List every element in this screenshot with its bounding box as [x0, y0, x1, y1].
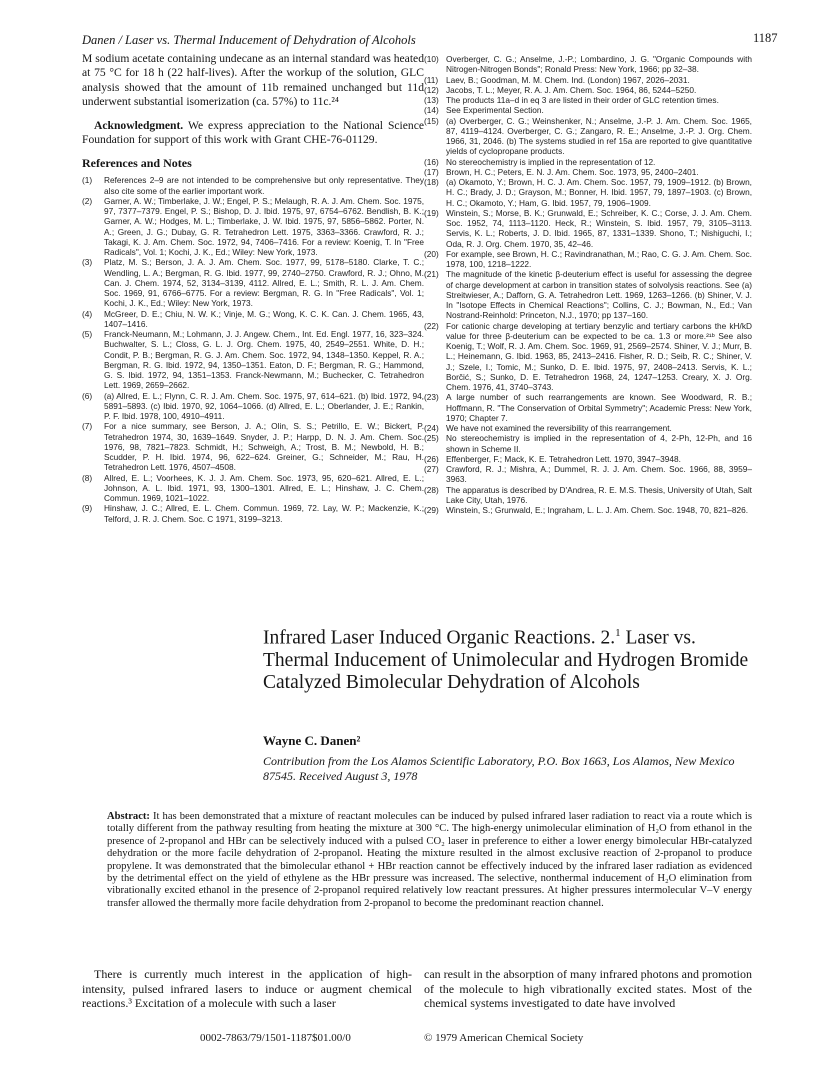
reference-text: Laev, B.; Goodman, M. M. Chem. Ind. (London) 1967, 2026–2031.: [446, 74, 690, 85]
reference-text: No stereochemistry is implied in the representation of 4, 2-Ph, 12-Ph, and 16 shown in Scheme II.: [446, 433, 752, 454]
affiliation: Contribution from the Los Alamos Scientific Laboratory, P.O. Box 1663, Los Alamos, New Mexico 87545. Received August 3, 1978: [263, 754, 735, 783]
reference-text: See Experimental Section.: [446, 105, 544, 116]
reference-number: (8): [82, 472, 93, 483]
reference-item: [424, 269, 752, 320]
reference-text: Allred, E. L.; Voorhees, K. J. J. Am. Chem. Soc. 1973, 95, 620–621. Allred, E. L.; Johnson, A. L. Ibid. 1971, 93, 1300–1301. Allred, E. L.; Hinshaw, J. C. Chem. Commun. 1969, 1021–1022.: [104, 472, 424, 504]
acknowledgment-text: We express appreciation to the National Science Foundation for support of this work with Grant CHE-76-01129.: [82, 118, 424, 147]
reference-number: (28): [424, 484, 439, 495]
reference-text: Garner, A. W.; Timberlake, J. W.; Engel, P. S.; Melaugh, R. A. J. Am. Chem. Soc. 1975, 97, 7377–7379. Engel, P. S.; Bishop, D. J. Ibid. 1975, 97, 6754–6762. Bendlish, B. K.; Garner, A. W.; Hodges, M. L.; Timberlake, J. W. Ibid. 1975, 97, 5856–5862. Porter, N. A.; Green, J. G.; Dubay, G. R. Tetrahedron Lett. 1975, 3363–3366. Crawford, R. J.; Takagi, K. J. Am. Chem. Soc. 1972, 94, 7406–7416. For a review: Koenig, T. In "Free Radicals", Vol. 1; Kochi, J. K., Ed.; Wiley: New York, 1973.: [104, 195, 424, 258]
reference-item: [424, 392, 752, 423]
reference-text: Crawford, R. J.; Mishra, A.; Dummel, R. J. J. Am. Chem. Soc. 1966, 88, 3959–3963.: [446, 464, 752, 485]
reference-text: (a) Overberger, C. G.; Weinshenker, N.; Anselme, J.-P. J. Am. Chem. Soc. 1965, 87, 4119–4124. Overberger, C. G.; Zangaro, R. E.; Anselme, J.-P. J. Org. Chem. 1966, 31, 2046. (b) The systems studied in ref 15a are reported to give quantitative yields of cyclopropane products.: [446, 115, 752, 157]
reference-item: [424, 485, 752, 506]
footer-copyright: © 1979 American Chemical Society: [424, 1032, 584, 1044]
reference-item: [424, 433, 752, 454]
reference-item: [82, 175, 424, 196]
references-list-right: [424, 54, 752, 515]
reference-number: (29): [424, 505, 439, 515]
left-column: [82, 52, 424, 524]
reference-number: (23): [424, 392, 439, 403]
author: Wayne C. Danen²: [263, 733, 361, 748]
reference-item: [82, 421, 424, 472]
reference-number: (14): [424, 105, 439, 116]
reference-number: (20): [424, 248, 439, 259]
reference-text: No stereochemistry is implied in the representation of 12.: [446, 156, 656, 167]
reference-item: [424, 177, 752, 208]
reference-item: [424, 423, 752, 433]
running-title: Danen / Laser vs. Thermal Inducement of Dehydration of Alcohols: [82, 33, 416, 47]
abstract-text: It has been demonstrated that a mixture of reactant molecules can be induced by pulsed infrared laser radiation to react via a route which is totally different from the pathway resulting from heating the mixture at 300 °C. The high-energy unimolecular elimination of H₂O from ethanol in the presence of 2-propanol and HBr can be selectively induced with a pulsed CO₂ laser in preference to either a lower energy bimolecular HBr-catalyzed dehydration or the more facile dehydration of 2-propanol. Heating the mixture resulted in the almost exclusive reaction of 2-propanol to produce propylene. It was demonstrated that the bimolecular ethanol + HBr reaction cannot be effectively induced by the infrared laser radiation as evidenced by the detrimental effect on the yield of ethylene as the HBr pressure was increased. The selective, nonthermal inducement of H₂O elimination from vibrationally excited ethanol in the presence of 2-propanol required relatively low reactant pressures. At higher pressures intermolecular V–V energy transfer allowed the thermally more facile dehydration from 2-propanol to become the predominant reaction channel.: [107, 811, 752, 909]
reference-item: [424, 249, 752, 270]
reference-text: Winstein, S.; Grunwald, E.; Ingraham, L. L. J. Am. Chem. Soc. 1948, 70, 821–826.: [446, 505, 749, 515]
acknowledgment: [82, 119, 424, 148]
reference-item: [424, 454, 752, 464]
reference-text: For cationic charge developing at tertiary benzylic and tertiary carbons the kH/kD value for three β-deuterium can be expected to be ca. 1.3 or more.²¹ᵇ See also Koenig, T.; Wolf, R. J. Am. Chem. Soc. 1969, 91, 2569–2574. Shiner, V. J.; Murr, B. L.; Heinemann, G. Ibid. 1963, 85, 2413–2416. Fisher, R. D.; Seib, R. C.; Shiner, V. J.; Szele, I.; Tomic, M.; Sunko, D. E. Ibid. 1975, 97, 2408–2413. Servis, K. L.; Borčić, S.; Sunko, D. E. Tetrahedron 1968, 24, 1247–1253. Creary, X. J. Org. Chem. 1976, 41, 3740–3743.: [446, 320, 752, 392]
reference-number: (6): [82, 390, 93, 401]
reference-number: (15): [424, 115, 439, 126]
references-list-left: [82, 175, 424, 524]
reference-item: [424, 321, 752, 393]
reference-text: We have not examined the reversibility of this rearrangement.: [446, 423, 672, 433]
reference-item: [424, 95, 752, 105]
reference-number: (17): [424, 166, 439, 177]
reference-text: Effenberger, F.; Mack, K. E. Tetrahedron Lett. 1970, 3947–3948.: [446, 453, 681, 464]
reference-text: Brown, H. C.; Peters, E. N. J. Am. Chem. Soc. 1973, 95, 2400–2401.: [446, 166, 699, 177]
reference-text: Overberger, C. G.; Anselme, J.-P.; Lombardino, J. G. "Organic Compounds with Nitrogen-Nitrogen Bonds"; Ronald Press: New York, 1966; pp 32–38.: [446, 54, 752, 75]
reference-number: (4): [82, 308, 93, 319]
reference-item: [424, 54, 752, 75]
abstract: [107, 811, 752, 910]
reference-item: [82, 309, 424, 330]
abstract-label: Abstract:: [107, 811, 150, 822]
reference-number: (27): [424, 464, 439, 474]
reference-item: [82, 329, 424, 391]
reference-number: (22): [424, 320, 439, 331]
continuation-paragraph: M sodium acetate containing undecane as an internal standard was heated at 75 °C for 18 h (22 half-lives). After the workup of the solution, GLC analysis showed that the amount of 11b remained unchanged but 11d underwent substantial isomerization (ca. 57%) to 11c.²⁴: [82, 52, 424, 109]
reference-text: The magnitude of the kinetic β-deuterium effect is useful for assessing the degree of charge development at carbon in transition states of solvolysis reactions. See (a) Streitwieser, A.; Dafforn, G. A. Tetrahedron Lett. 1969, 1263–1266. (b) Shiner, V. J. In "Isotope Effects in Chemical Reactions"; Collins, C. J.; Bowman, N., Ed.; Van Nostrand-Reinhold: Princeton, N.J., 1970; pp 137–160.: [446, 269, 752, 321]
reference-item: [424, 105, 752, 115]
reference-item: [82, 196, 424, 258]
reference-number: (9): [82, 503, 93, 514]
reference-item: [82, 257, 424, 308]
reference-number: (16): [424, 156, 439, 167]
article-title: Infrared Laser Induced Organic Reactions. 2.$^1$ Laser vs. Thermal Inducement of Unimolecular and Hydrogen Bromide Catalyzed Bimolecular Dehydration of Alcohols: [263, 627, 749, 694]
reference-number: (24): [424, 423, 439, 433]
reference-number: (25): [424, 433, 439, 444]
title-footnote-mark: 1: [615, 627, 621, 639]
reference-text: (a) Allred, E. L.; Flynn, C. R. J. Am. Chem. Soc. 1975, 97, 614–621. (b) Ibid. 1972, 94, 5891–5893. (c) Ibid. 1970, 92, 1064–1066. (d) Allred, E. L.; Oberlander, J. E.; Rankin, P. F. Ibid. 1978, 100, 4910–4911.: [104, 390, 424, 422]
reference-number: (26): [424, 453, 439, 464]
reference-item: [424, 167, 752, 177]
reference-text: For example, see Brown, H. C.; Ravindranathan, M.; Rao, C. G. J. Am. Chem. Soc. 1978, 100, 1218–1222.: [446, 248, 752, 269]
reference-item: [82, 503, 424, 524]
reference-text: Platz, M. S.; Berson, J. A. J. Am. Chem. Soc. 1977, 99, 5178–5180. Clarke, T. C.; Wendling, L. A.; Bergman, R. G. Ibid. 1977, 99, 2740–2750. Crawford, R. J.; Ohno, M. Can. J. Chem. 1974, 52, 3134–3139, 4112. Allred, E. L.; Smith, R. L. J. Am. Chem. Soc. 1969, 91, 6766–6775. For a review: Bergman, R. G. In "Free Radicals", Vol. 1; Kochi, J. K., Ed.; Wiley: New York, 1973.: [104, 257, 424, 309]
right-column: [424, 54, 752, 515]
reference-number: (13): [424, 95, 439, 105]
page-number: 1187: [753, 31, 778, 45]
reference-number: (12): [424, 84, 439, 95]
reference-text: A large number of such rearrangements are known. See Woodward, R. B.; Hoffmann, R. "The Conservation of Orbital Symmetry"; Academic Press: New York, 1970; Chapter 7.: [446, 392, 752, 423]
reference-number: (19): [424, 207, 439, 218]
reference-number: (2): [82, 195, 93, 206]
acknowledgment-label: Acknowledgment.: [94, 118, 184, 132]
reference-number: (3): [82, 257, 93, 268]
reference-item: [424, 75, 752, 85]
reference-text: Winstein, S.; Morse, B. K.; Grunwald, E.; Schreiber, K. C.; Corse, J. J. Am. Chem. Soc. 1952, 74, 1113–1120. Heck, R.; Winstein, S. Ibid. 1957, 79, 3105–3113. Servis, K. L.; Roberts, J. D. Ibid. 1965, 87, 1331–1339. Shono, T.; Nishiguchi, I.; Oda, R. J. Org. Chem. 1970, 35, 42–46.: [446, 207, 752, 249]
reference-item: [82, 391, 424, 422]
reference-item: [424, 505, 752, 515]
reference-number: (1): [82, 175, 93, 186]
reference-text: Franck-Neumann, M.; Lohmann, J. J. Angew. Chem., Int. Ed. Engl. 1977, 16, 323–324. Buchwalter, S. L.; Closs, G. L. J. Org. Chem. 1975, 40, 2549–2551. White, D. H.; Condit, P. B.; Bergman, R. G. J. Am. Chem. Soc. 1972, 94, 1348–1350. Keppel, R. A.; Bergman, R. G. Ibid. 1972, 94, 1350–1351. Eaton, D. F.; Bergman, R. G.; Hammond, G. S. Ibid. 1972, 94, 1351–1353. Franck-Newmann, M.; Buchecker, C. Tetrahedron Lett. 1969, 2659–2662.: [104, 329, 424, 391]
reference-number: (21): [424, 269, 439, 280]
reference-number: (10): [424, 54, 439, 64]
reference-number: (18): [424, 177, 439, 187]
reference-text: The products 11a–d in eq 3 are listed in their order of GLC retention times.: [446, 95, 719, 105]
reference-text: McGreer, D. E.; Chiu, N. W. K.; Vinje, M. G.; Wong, K. C. K. Can. J. Chem. 1965, 43, 1407–1416.: [104, 308, 424, 329]
reference-item: [424, 116, 752, 157]
reference-number: (5): [82, 329, 93, 340]
reference-text: Hinshaw, J. C.; Allred, E. L. Chem. Commun. 1969, 72. Lay, W. P.; Mackenzie, K.; Telford, J. R. J. Chem. Soc. C 1971, 3199–3213.: [104, 503, 424, 524]
reference-item: [424, 157, 752, 167]
reference-item: [424, 464, 752, 485]
reference-item: [82, 473, 424, 504]
reference-text: The apparatus is described by D'Andrea, R. E. M.S. Thesis, University of Utah, Salt Lake City, Utah, 1976.: [446, 484, 752, 505]
references-heading: References and Notes: [82, 156, 192, 171]
reference-text: Jacobs, T. L.; Meyer, R. A. J. Am. Chem. Soc. 1964, 86, 5244–5250.: [446, 84, 697, 95]
reference-item: [424, 85, 752, 95]
reference-number: (11): [424, 74, 439, 85]
intro-left: There is currently much interest in the application of high-intensity, pulsed infrared lasers to induce or augment chemical reactions.³ Excitation of a molecule with such a laser: [82, 967, 412, 1010]
reference-item: [424, 208, 752, 249]
reference-text: (a) Okamoto, Y.; Brown, H. C. J. Am. Chem. Soc. 1957, 79, 1909–1912. (b) Brown, H. C.; Brady, J. D.; Grayson, M.; Bonner, H. Ibid. 1957, 79, 1897–1903. (c) Brown, H. C.; Okamoto, Y.; Ham, G. Ibid. 1957, 79, 1906–1909.: [446, 177, 752, 208]
footer-code: 0002-7863/79/1501-1187$01.00/0: [200, 1032, 351, 1044]
reference-text: For a nice summary, see Berson, J. A.; Olin, S. S.; Petrillo, E. W.; Bickert, P. Tetrahedron 1974, 30, 1639–1649. Snyder, J. P.; Harpp, D. N. J. Am. Chem. Soc. 1976, 98, 7821–7823. Schmidt, H.; Schweigh, A.; Trost, B. M.; Newbold, H. B.; Scudder, P. H. Ibid. 1974, 96, 622–624. Greiner, G.; Schneider, M.; Rau, H. Tetrahedron Lett. 1976, 4507–4508.: [104, 421, 424, 473]
intro-right: can result in the absorption of many infrared photons and promotion of the molecule to high vibrationally excited states. Most of the chemical systems investigated to date have involved: [424, 967, 752, 1010]
reference-number: (7): [82, 421, 93, 432]
reference-text: References 2–9 are not intended to be comprehensive but only representative. They also cite some of the earlier important work.: [104, 175, 424, 196]
